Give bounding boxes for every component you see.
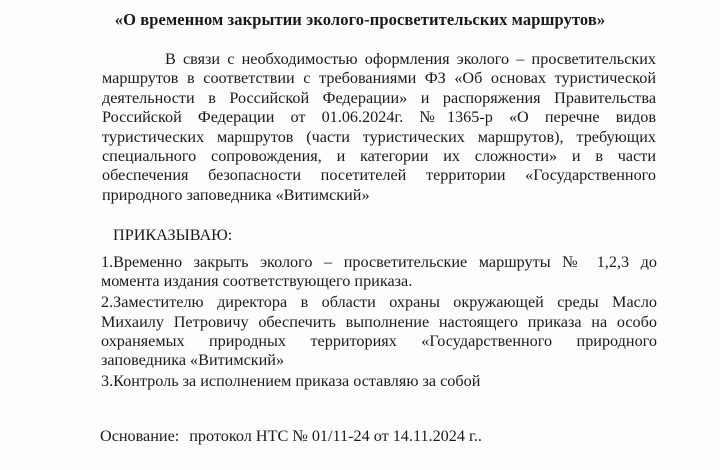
preamble-line: Российской Федерации от 01.06.2024г. №1365-р «О перечне видов <box>102 108 656 127</box>
basis-line <box>100 427 482 446</box>
order-item-line: Михаилу Петровичу обеспечить выполнение настоящего приказа на особо <box>101 312 657 331</box>
order-item-line: 3.Контроль за исполнением приказа оставляю за собой <box>101 372 481 391</box>
order-heading: ПРИКАЗЫВАЮ: <box>113 226 233 244</box>
preamble-line: специального сопровождения, и категории их сложности» и в части <box>102 147 656 166</box>
order-item-line: 1.Временно закрыть эколого – просветительские маршруты № 1,2,3 до <box>101 253 657 271</box>
order-item-line: охраняемых природных территориях «Государственного природного <box>101 331 657 350</box>
preamble-line: В связи с необходимостью оформления эколого – просветительских <box>165 50 656 68</box>
preamble-line: маршрутов в соответствии с требованиями ФЗ «Об основах туристической <box>102 69 656 88</box>
preamble-line: туристических маршрутов (части туристических маршрутов), требующих <box>102 127 656 146</box>
preamble-line: обеспечения безопасности посетителей территории «Государственного <box>102 166 656 185</box>
preamble-line: деятельности в Российской Федерации» и распоряжения Правительства <box>102 88 656 107</box>
basis-text: протокол НТС № 01/11-24 от 14.11.2024 г.. <box>189 427 482 445</box>
preamble-line: природного заповедника «Витимский» <box>102 185 370 204</box>
order-item-3 <box>101 372 657 391</box>
basis-label: Основание: <box>100 427 180 445</box>
document-title: «О временном закрытии эколого-просветительских маршрутов» <box>114 10 606 29</box>
order-item-1 <box>101 253 657 291</box>
order-item-2 <box>101 293 657 370</box>
preamble-paragraph <box>102 50 656 205</box>
order-item-line: заповедника «Витимский» <box>101 351 285 370</box>
order-item-line: 2.Заместителю директора в области охраны окружающей среды Масло <box>101 293 657 312</box>
order-item-line: момента издания соответствующего приказа. <box>101 272 413 291</box>
order-items <box>101 253 657 391</box>
